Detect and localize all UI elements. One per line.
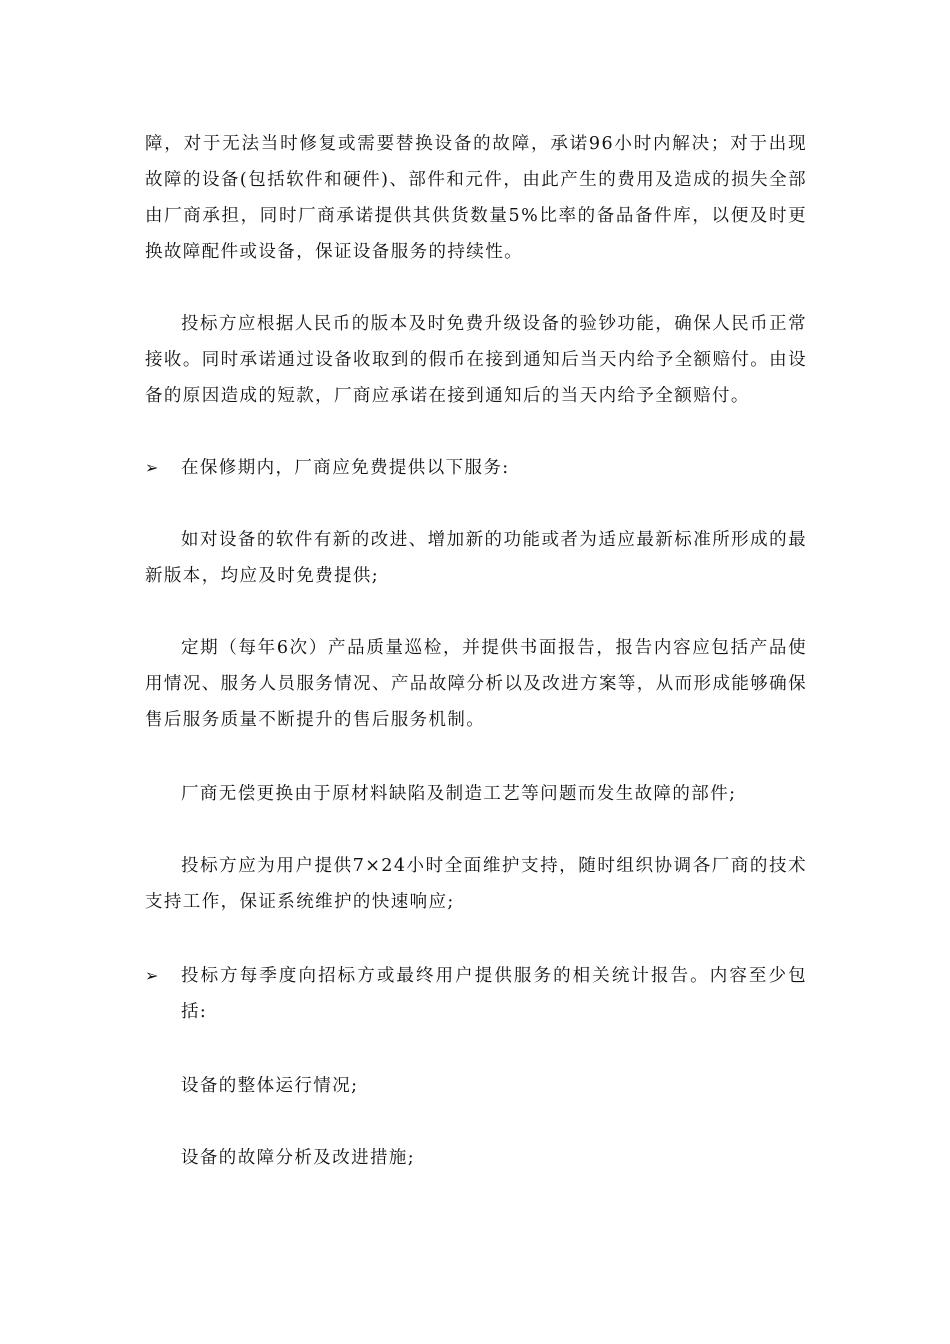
- bullet-item-free-services: [145, 450, 807, 486]
- bullet-text: 投标方每季度向招标方或最终用户提供服务的相关统计报告。内容至少包括:: [181, 966, 807, 1022]
- list-item-overall-operation: 设备的整体运行情况;: [181, 1076, 359, 1096]
- list-item-fault-analysis: 设备的故障分析及改进措施;: [181, 1148, 416, 1168]
- paragraph-parts-replacement: 厂商无偿更换由于原材料缺陷及制造工艺等问题而发生故障的部件;: [181, 784, 737, 804]
- paragraph-software-updates: 如对设备的软件有新的改进、增加新的功能或者为适应最新标准所形成的最新版本，均应及时免费提供;: [145, 530, 807, 586]
- paragraph-quality-inspection: 定期（每年6次）产品质量巡检，并提供书面报告，报告内容应包括产品使用情况、服务人员服务情况、产品故障分析以及改进方案等，从而形成能够确保售后服务质量不断提升的售后服务机制。: [145, 638, 807, 730]
- paragraph-currency-upgrade: 投标方应根据人民币的版本及时免费升级设备的验钞功能，确保人民币正常接收。同时承诺通过设备收取到的假币在接到通知后当天内给予全额赔付。由设备的原因造成的短款，厂商应承诺在接到通知后的当天内给予全额赔付。: [145, 314, 807, 406]
- bullet-text: 在保修期内，厂商应免费提供以下服务:: [181, 458, 510, 478]
- paragraph-warranty-continuation: 障，对于无法当时修复或需要替换设备的故障，承诺96小时内解决；对于出现故障的设备(包括软件和硬件)、部件和元件，由此产生的费用及造成的损失全部由厂商承担，同时厂商承诺提供其供货数量5%比率的备品备件库，以便及时更换故障配件或设备，保证设备服务的持续性。: [145, 134, 807, 262]
- bullet-arrow-icon: ➢: [145, 966, 160, 985]
- bullet-item-quarterly-report: [145, 958, 807, 1030]
- bullet-arrow-icon: ➢: [145, 458, 160, 477]
- paragraph-support-24x7: 投标方应为用户提供7×24小时全面维护支持，随时组织协调各厂商的技术支持工作，保证系统维护的快速响应;: [145, 856, 807, 912]
